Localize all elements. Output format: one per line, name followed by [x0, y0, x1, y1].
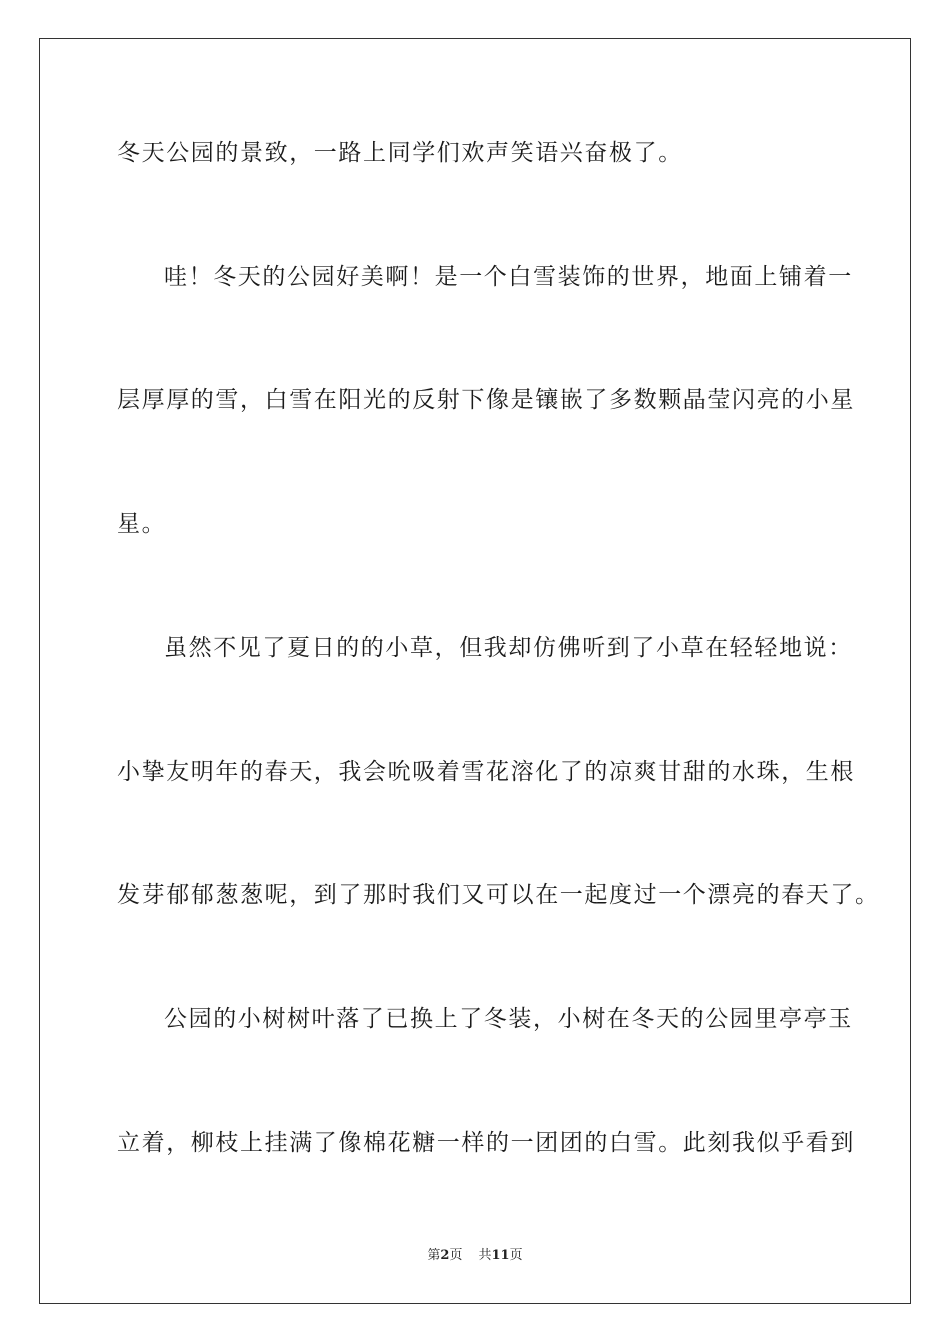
total-prefix: 共: [478, 1248, 492, 1263]
paragraph-first-line: 哇！冬天的公园好美啊！是一个白雪装饰的世界，地面上铺着一: [164, 264, 853, 290]
text-line: 小挚友明年的春天，我会吮吸着雪花溶化了的凉爽甘甜的水珠，生根: [117, 759, 855, 785]
text-line: 冬天公园的景致，一路上同学们欢声笑语兴奋极了。: [117, 140, 683, 166]
page-suffix: 页: [449, 1248, 463, 1263]
page-number: 2: [440, 1248, 450, 1263]
text-line: 星。: [117, 511, 167, 537]
page-border: [39, 38, 911, 1304]
total-pages: 11: [491, 1248, 510, 1263]
page-footer: [0, 1247, 950, 1265]
text-line: 层厚厚的雪，白雪在阳光的反射下像是镶嵌了多数颗晶莹闪亮的小星: [117, 387, 855, 413]
page-prefix: 第: [427, 1248, 441, 1263]
text-line: 立着，柳枝上挂满了像棉花糖一样的一团团的白雪。此刻我似乎看到: [117, 1130, 855, 1156]
paragraph-first-line: 公园的小树树叶落了已换上了冬装，小树在冬天的公园里亭亭玉: [164, 1006, 853, 1032]
total-suffix: 页: [509, 1248, 523, 1263]
paragraph-first-line: 虽然不见了夏日的的小草，但我却仿佛听到了小草在轻轻地说：: [164, 635, 853, 661]
text-line: 发芽郁郁葱葱呢，到了那时我们又可以在一起度过一个漂亮的春天了。: [117, 882, 880, 908]
